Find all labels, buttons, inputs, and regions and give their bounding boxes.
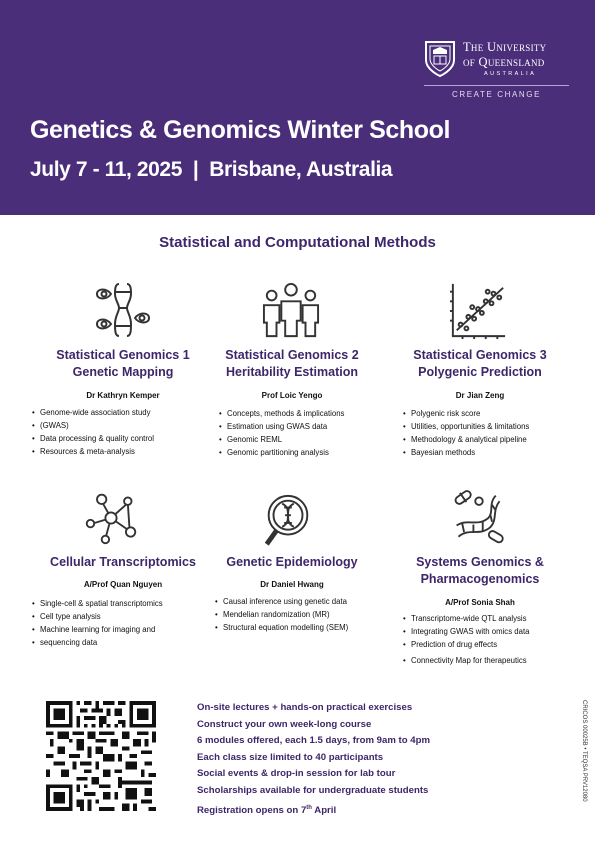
list-item: • Genomic partitioning analysis (219, 446, 344, 459)
list-item: Construct your own week-long course (197, 718, 372, 730)
list-item: • Mendelian randomization (MR) (215, 608, 348, 621)
list-item: • Machine learning for imaging and (32, 623, 163, 636)
module-topics (215, 595, 348, 634)
list-item: • Structural equation modelling (SEM) (215, 621, 348, 634)
list-item: • sequencing data (32, 636, 163, 649)
list-item: • Concepts, methods & implications (219, 407, 344, 420)
list-item: • Polygenic risk score (403, 407, 529, 420)
list-item: • Transcriptome-wide QTL analysis (403, 612, 529, 625)
people-group-icon (259, 282, 323, 340)
module-lead: Dr Daniel Hwang (260, 580, 324, 589)
list-item: • Connectivity Map for therapeutics (403, 654, 529, 667)
qr-code-icon[interactable] (46, 701, 156, 811)
section-title: Statistical and Computational Methods (159, 234, 436, 251)
module-title: Genetic Epidemiology (226, 555, 358, 569)
list-item: • Cell type analysis (32, 610, 163, 623)
module-systems-genomics (379, 488, 569, 678)
module-cellular-transcriptomics (28, 488, 218, 658)
logo-divider (424, 85, 569, 86)
module-lead: Prof Loic Yengo (261, 391, 323, 400)
list-item: • Genome-wide association study (32, 406, 154, 419)
module-lead: A/Prof Quan Nguyen (83, 580, 163, 589)
network-icon (83, 490, 139, 546)
module-title: Statistical Genomics 2 Heritability Estimation (225, 348, 359, 379)
module-lead: Dr Jian Zeng (455, 391, 505, 400)
list-item: • Estimation using GWAS data (219, 420, 344, 433)
list-item: • Single-cell & spatial transcriptomics (32, 597, 163, 610)
list-item: • Utilities, opportunities & limitations (403, 420, 529, 433)
module-title: Statistical Genomics 3 Polygenic Prediction (413, 348, 547, 379)
list-item: • Integrating GWAS with omics data (403, 625, 529, 638)
dna-pills-icon (451, 490, 507, 546)
scatter-plot-icon (449, 282, 507, 340)
list-item: • Causal inference using genetic data (215, 595, 348, 608)
header-banner (0, 0, 595, 215)
module-topics (403, 407, 529, 459)
list-item: Scholarships available for undergraduate students (197, 784, 429, 796)
module-title: Cellular Transcriptomics (50, 555, 196, 569)
module-topics (32, 406, 154, 458)
uq-logo[interactable] (424, 40, 569, 102)
page-title: Genetics & Genomics Winter School (30, 116, 451, 144)
uq-country: AUSTRALIA (484, 71, 537, 77)
module-topics (219, 407, 344, 459)
uq-name: The University of Queensland (463, 40, 547, 69)
module-statistical-genomics-1 (28, 280, 218, 470)
list-item: • Resources & meta-analysis (32, 445, 154, 458)
course-info-list (197, 700, 430, 819)
list-item: On-site lectures + hands-on practical exercises (197, 702, 413, 713)
module-genetic-epidemiology (197, 488, 387, 658)
uq-crest-icon (424, 40, 456, 78)
module-title: Systems Genomics & Pharmacogenomics (416, 555, 544, 586)
list-item: Each class size limited to 40 participants (197, 751, 384, 763)
module-title: Statistical Genomics 1 Genetic Mapping (56, 348, 190, 379)
module-statistical-genomics-2 (197, 280, 387, 470)
list-item: • Bayesian methods (403, 446, 529, 459)
chromosome-icon (93, 280, 153, 340)
cricos-code: CRICOS 00025B • TEQSA PRV12080 (581, 700, 587, 802)
list-item: • (GWAS) (32, 419, 154, 432)
list-item: • Methodology & analytical pipeline (403, 433, 529, 446)
list-item: • Prediction of drug effects (403, 638, 529, 651)
list-item: • Data processing & quality control (32, 432, 154, 445)
registration-line: Registration opens on 7th April (197, 804, 337, 816)
list-item: Social events & drop-in session for lab tour (197, 768, 396, 780)
module-lead: Dr Kathryn Kemper (86, 391, 160, 400)
magnifier-dna-icon (259, 492, 317, 550)
uq-tagline: CREATE CHANGE (451, 90, 542, 99)
module-topics (32, 597, 163, 649)
module-statistical-genomics-3 (379, 280, 569, 470)
list-item: • Genomic REML (219, 433, 344, 446)
list-item: 6 modules offered, each 1.5 days, from 9am to 4pm (197, 735, 430, 747)
page-subtitle: July 7 - 11, 2025 | Brisbane, Australia (30, 158, 393, 181)
module-topics (403, 612, 529, 667)
module-lead: A/Prof Sonia Shah (445, 598, 515, 607)
